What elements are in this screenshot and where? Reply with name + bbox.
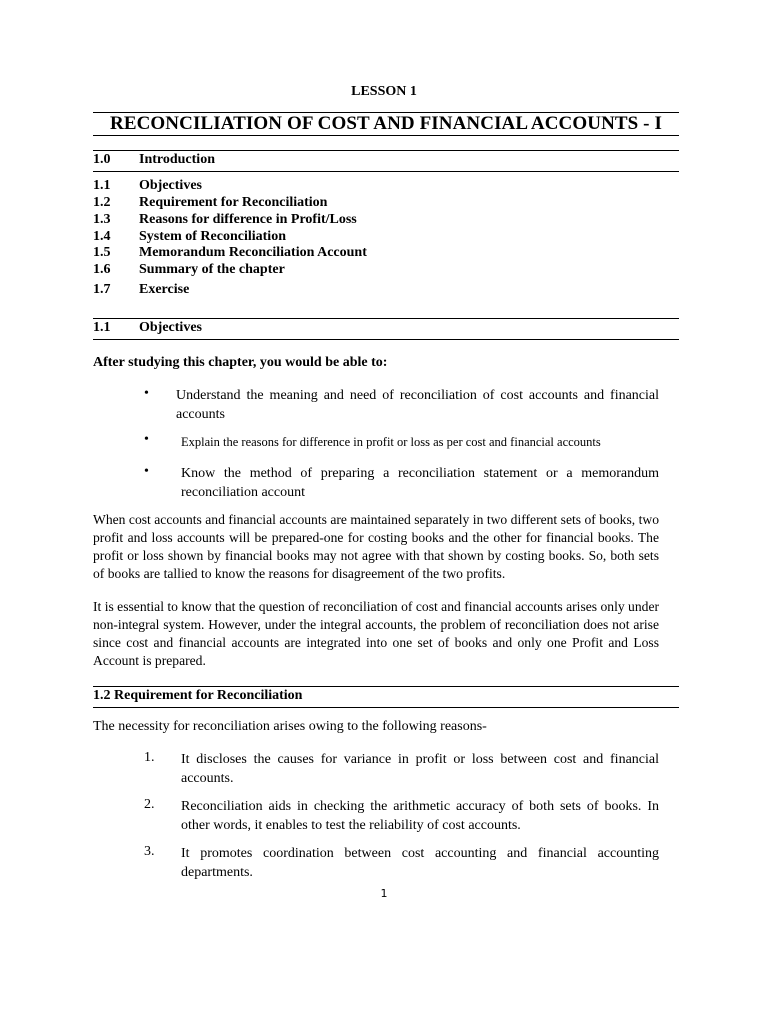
list-item-number: 3. [144, 844, 155, 859]
title-bottom-rule [93, 135, 679, 136]
list-item: Reconciliation aids in checking the arithmetic accuracy of both sets of books. In other words, it enables to test the reliability of cost accounts. [181, 799, 659, 833]
toc-item [93, 212, 357, 228]
section-heading-objectives [93, 320, 202, 336]
toc-item-label: Objectives [139, 178, 202, 193]
lesson-label: LESSON 1 [351, 84, 417, 99]
toc-item-number: 1.3 [93, 212, 111, 227]
toc-item-number: 1.2 [93, 195, 111, 210]
bullet-icon: • [144, 464, 149, 479]
toc-item-number: 1.6 [93, 262, 111, 277]
objectives-top-rule [93, 318, 679, 319]
toc-item [93, 245, 367, 261]
toc-intro-rule [93, 171, 679, 172]
requirement-top-rule [93, 686, 679, 687]
toc-item [93, 229, 286, 245]
objectives-lead: After studying this chapter, you would be able to: [93, 355, 388, 370]
toc-item [93, 282, 189, 298]
objective-item: Know the method of preparing a reconciliation statement or a memorandum reconciliation account [181, 466, 659, 500]
toc-item-label: Summary of the chapter [139, 262, 285, 277]
toc-item-label: Introduction [139, 152, 215, 167]
toc-item-number: 1.1 [93, 178, 111, 193]
objective-item: Understand the meaning and need of reconciliation of cost accounts and financial accounts [176, 388, 659, 422]
bullet-icon: • [144, 432, 149, 447]
page-title: RECONCILIATION OF COST AND FINANCIAL ACCOUNTS - I [110, 113, 662, 134]
toc-item [93, 178, 202, 194]
section-heading-number: 1.1 [93, 320, 111, 335]
toc-item-number: 1.0 [93, 152, 111, 167]
toc-item-label: Reasons for difference in Profit/Loss [139, 212, 357, 227]
section-heading-label: Objectives [139, 320, 202, 335]
toc-item-number: 1.4 [93, 229, 111, 244]
toc-item-label: System of Reconciliation [139, 229, 286, 244]
page-number: 1 [380, 887, 388, 900]
list-item: It promotes coordination between cost accounting and financial accounting departments. [181, 846, 659, 880]
toc-item [93, 195, 327, 211]
toc-item-label: Memorandum Reconciliation Account [139, 245, 367, 260]
requirement-bottom-rule [93, 707, 679, 708]
body-paragraph: It is essential to know that the question of reconciliation of cost and financial accounts arises only under non-integral system. However, under the integral accounts, the problem of reconciliation does not arise since cost and financial accounts are integrated into one set of books and only one Profit and Loss Account is prepared. [93, 599, 659, 669]
bullet-icon: • [144, 386, 149, 401]
toc-top-rule [93, 150, 679, 151]
toc-item [93, 152, 215, 168]
toc-item [93, 262, 285, 278]
body-paragraph: When cost accounts and financial accounts are maintained separately in two different sets of books, two profit and loss accounts will be prepared-one for costing books and the other for financial books. The profit or loss shown by financial books may not agree with that shown by costing books. So, both sets of books are tallied to know the reasons for disagreement of the two profits. [93, 512, 659, 582]
toc-item-label: Requirement for Reconciliation [139, 195, 328, 210]
toc-item-label: Exercise [139, 282, 190, 297]
toc-item-number: 1.7 [93, 282, 111, 297]
toc-item-number: 1.5 [93, 245, 111, 260]
list-item-number: 1. [144, 750, 155, 765]
objectives-bottom-rule [93, 339, 679, 340]
section-heading-requirement: 1.2 Requirement for Reconciliation [93, 688, 303, 703]
requirement-lead: The necessity for reconciliation arises owing to the following reasons- [93, 719, 487, 734]
list-item: It discloses the causes for variance in profit or loss between cost and financial accounts. [181, 752, 659, 786]
objective-item: Explain the reasons for difference in profit or loss as per cost and financial accounts [181, 435, 601, 449]
list-item-number: 2. [144, 797, 155, 812]
